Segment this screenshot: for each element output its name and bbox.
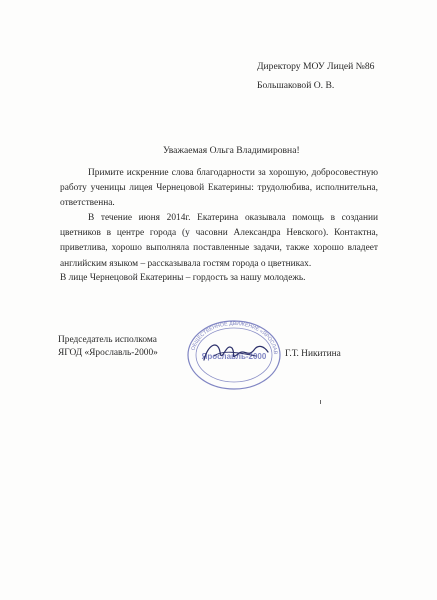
addressee-name: Большаковой О. В. [257,80,335,91]
signer-title [58,334,158,360]
addressee-block [257,57,374,95]
addressee-position: Директору МОУ Лицей №86 [257,61,375,72]
paragraph-gratitude: Примите искренние слова благодарности за хорошую, добросовестную работу ученицы лицея Чернецовой Екатерины: трудолюбива, исполнительна, ответственна. [60,168,378,209]
handwritten-signature [196,330,276,376]
signer-title-line2: ЯГОД «Ярославль-2000» [58,348,158,358]
signer-name: Г.Т. Никитина [285,349,341,359]
stamp-outer-text: ОБЩЕСТВЕННОЕ ДВИЖЕНИЕ «ЯРОСЛАВ [190,320,279,355]
stamp-center-text: Ярославль-2000 [201,352,267,361]
salutation: Уважаемая Ольга Владимировна! [163,145,300,156]
paragraph-june-work: В течение июня 2014г. Екатерина оказывала помощь в создании цветников в центре города (у часовни Александра Невского). Контактна, приветлива, хорошо выполняла поставленные задачи, также хорошо владеет английским языком – рассказывала гостям города о цветниках. [60,213,378,269]
scan-mark [320,400,321,404]
paragraph-pride: В лице Чернецовой Екатерины – гордость за нашу молодежь. [60,273,306,283]
signer-title-line1: Председатель исполкома [58,335,157,345]
